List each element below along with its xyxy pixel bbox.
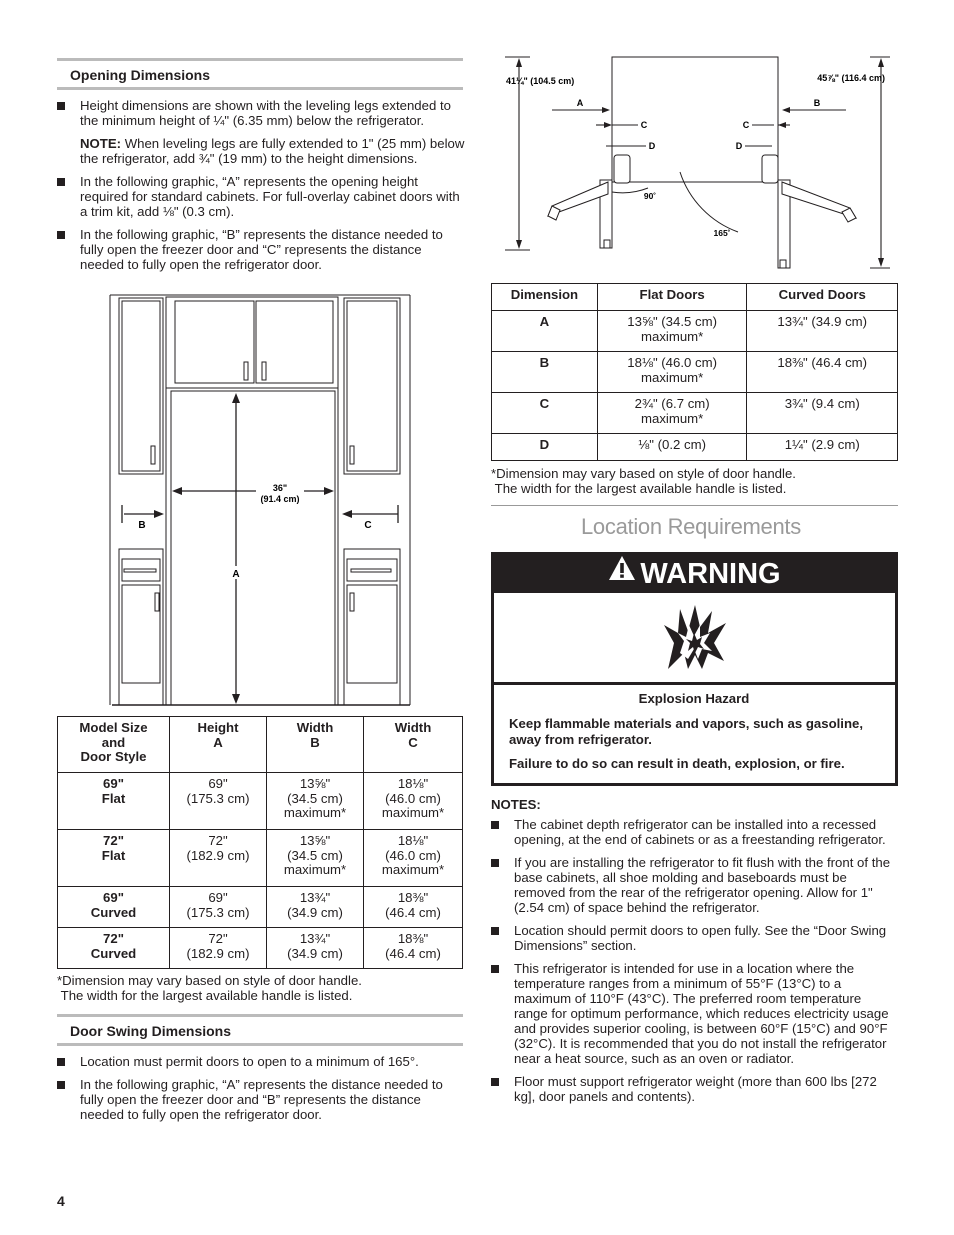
width-label-metric: (91.4 cm) <box>260 494 300 504</box>
refrigerator-clearance-dim: 45⅞" (116.4 cm) <box>817 73 885 83</box>
label-c-right: C <box>742 120 750 130</box>
model-dimensions-table <box>57 716 463 969</box>
door-swing-diagram <box>500 50 900 275</box>
warning-box <box>491 552 898 786</box>
list-item: In the following graphic, “B” represents the distance needed to fully open the freezer door and “C” represents the distance needed to fully open the refrigerator door. <box>57 227 465 272</box>
label-d-right: D <box>735 141 743 151</box>
model-table-footnote: *Dimension may vary based on style of door handle. The width for the largest available handle is listed. <box>57 973 362 1003</box>
hazard-title: Explosion Hazard <box>638 691 750 706</box>
door-dimensions-table <box>491 283 898 461</box>
label-c-left: C <box>640 120 648 130</box>
column-header: Width C <box>364 717 463 773</box>
door-swing-bullets <box>57 1054 465 1130</box>
hazard-consequence: Failure to do so can result in death, explosion, or fire. <box>509 756 845 771</box>
section-rule <box>57 1043 463 1046</box>
list-item: Location must permit doors to open to a minimum of 165°. <box>57 1054 465 1069</box>
label-c: C <box>364 520 372 531</box>
column-header: Model Size and Door Style <box>58 717 170 773</box>
explosion-icon <box>662 603 728 671</box>
location-requirements-title: Location Requirements <box>581 514 801 539</box>
list-item: Height dimensions are shown with the leveling legs extended to the minimum height of ¼" (6.35 mm) below the refrigerator. <box>57 98 465 128</box>
list-item: Floor must support refrigerator weight (more than 600 lbs [272 kg], door panels and contents). <box>491 1074 897 1104</box>
table-row: A 13⅝" (34.5 cm) maximum* 13¾" (34.9 cm) <box>492 311 898 352</box>
width-label: 36" <box>272 483 288 493</box>
list-item: The cabinet depth refrigerator can be installed into a recessed opening, at the end of cabinets or as a freestanding refrigerator. <box>491 817 897 847</box>
section-rule <box>57 58 463 61</box>
column-header: Width B <box>267 717 364 773</box>
table-row: 69" Flat 69" (175.3 cm) 13⅝" (34.5 cm) maximum* 18⅛" (46.0 cm) maximum* <box>58 773 463 830</box>
opening-bullets <box>57 98 465 280</box>
list-item: In the following graphic, “A” represents the opening height required for standard cabinets. For full-overlay cabinet doors with a trim kit, add ⅛" (0.3 cm). <box>57 174 465 219</box>
door-swing-title: Door Swing Dimensions <box>70 1023 232 1039</box>
label-b: B <box>813 98 821 108</box>
cabinet-opening-diagram <box>100 290 420 710</box>
label-a: A <box>576 98 584 108</box>
column-header: Dimension <box>492 284 598 311</box>
warning-label: WARNING <box>640 558 781 590</box>
table-row: 72" Flat 72" (182.9 cm) 13⅝" (34.5 cm) maximum* 18⅛" (46.0 cm) maximum* <box>58 830 463 887</box>
hazard-instruction: Keep flammable materials and vapors, such as gasoline, away from refrigerator. <box>509 716 864 747</box>
column-header: Curved Doors <box>747 284 898 311</box>
angle-90-label: 90˚ <box>643 191 657 201</box>
list-item: In the following graphic, “A” represents the distance needed to fully open the freezer door and “B” represents the distance needed to fully open the refrigerator door. <box>57 1077 465 1122</box>
freezer-clearance-dim: 41¼" (104.5 cm) <box>506 76 575 86</box>
notes-title: NOTES: <box>491 797 541 812</box>
table-row: B 18⅛" (46.0 cm) maximum* 18⅜" (46.4 cm) <box>492 352 898 393</box>
note-item: NOTE: When leveling legs are fully extended to 1" (25 mm) below the refrigerator, add ¾" (19 mm) to the height dimensions. <box>80 136 465 166</box>
label-d-left: D <box>648 141 656 151</box>
warning-triangle-icon <box>608 553 636 591</box>
table-row: C 2¾" (6.7 cm) maximum* 3¾" (9.4 cm) <box>492 393 898 434</box>
column-header: Height A <box>170 717 267 773</box>
table-row: 72" Curved 72" (182.9 cm) 13¾" (34.9 cm) 18⅜" (46.4 cm) <box>58 928 463 969</box>
opening-dimensions-title: Opening Dimensions <box>70 67 211 83</box>
list-item: This refrigerator is intended for use in a location where the temperature ranges from a minimum of 55°F (13°C) to a maximum of 110°F (43°C). The preferred room temperature range for optimum performance, which reduces electricity usage and provides superior cooling, is between 60°F (15°C) and 90°F (32°C). It is recommended that you do not install the refrigerator near a heat source, such as an oven or radiator. <box>491 961 897 1066</box>
section-rule <box>57 1014 463 1017</box>
notes-list <box>491 817 897 1112</box>
table-row: D ⅛" (0.2 cm) 1¼" (2.9 cm) <box>492 434 898 461</box>
dim-table-footnote: *Dimension may vary based on style of door handle. The width for the largest available handle is listed. <box>491 466 796 496</box>
hazard-image-panel <box>494 593 895 685</box>
table-row: 69" Curved 69" (175.3 cm) 13¾" (34.9 cm) 18⅜" (46.4 cm) <box>58 887 463 928</box>
angle-165-label: 165˚ <box>713 228 731 238</box>
page-number: 4 <box>57 1193 65 1209</box>
warning-header <box>494 555 895 593</box>
list-item: If you are installing the refrigerator to fit flush with the front of the base cabinets, all shoe molding and baseboards must be removed from the rear of the refrigerator opening. Allow for 1" (2.54 cm) of space behind the refrigerator. <box>491 855 897 915</box>
column-header: Flat Doors <box>597 284 747 311</box>
list-item: Location should permit doors to open fully. See the “Door Swing Dimensions” section. <box>491 923 897 953</box>
section-divider <box>491 505 898 506</box>
label-a: A <box>232 569 240 580</box>
section-rule <box>57 87 463 90</box>
label-b: B <box>138 520 146 531</box>
